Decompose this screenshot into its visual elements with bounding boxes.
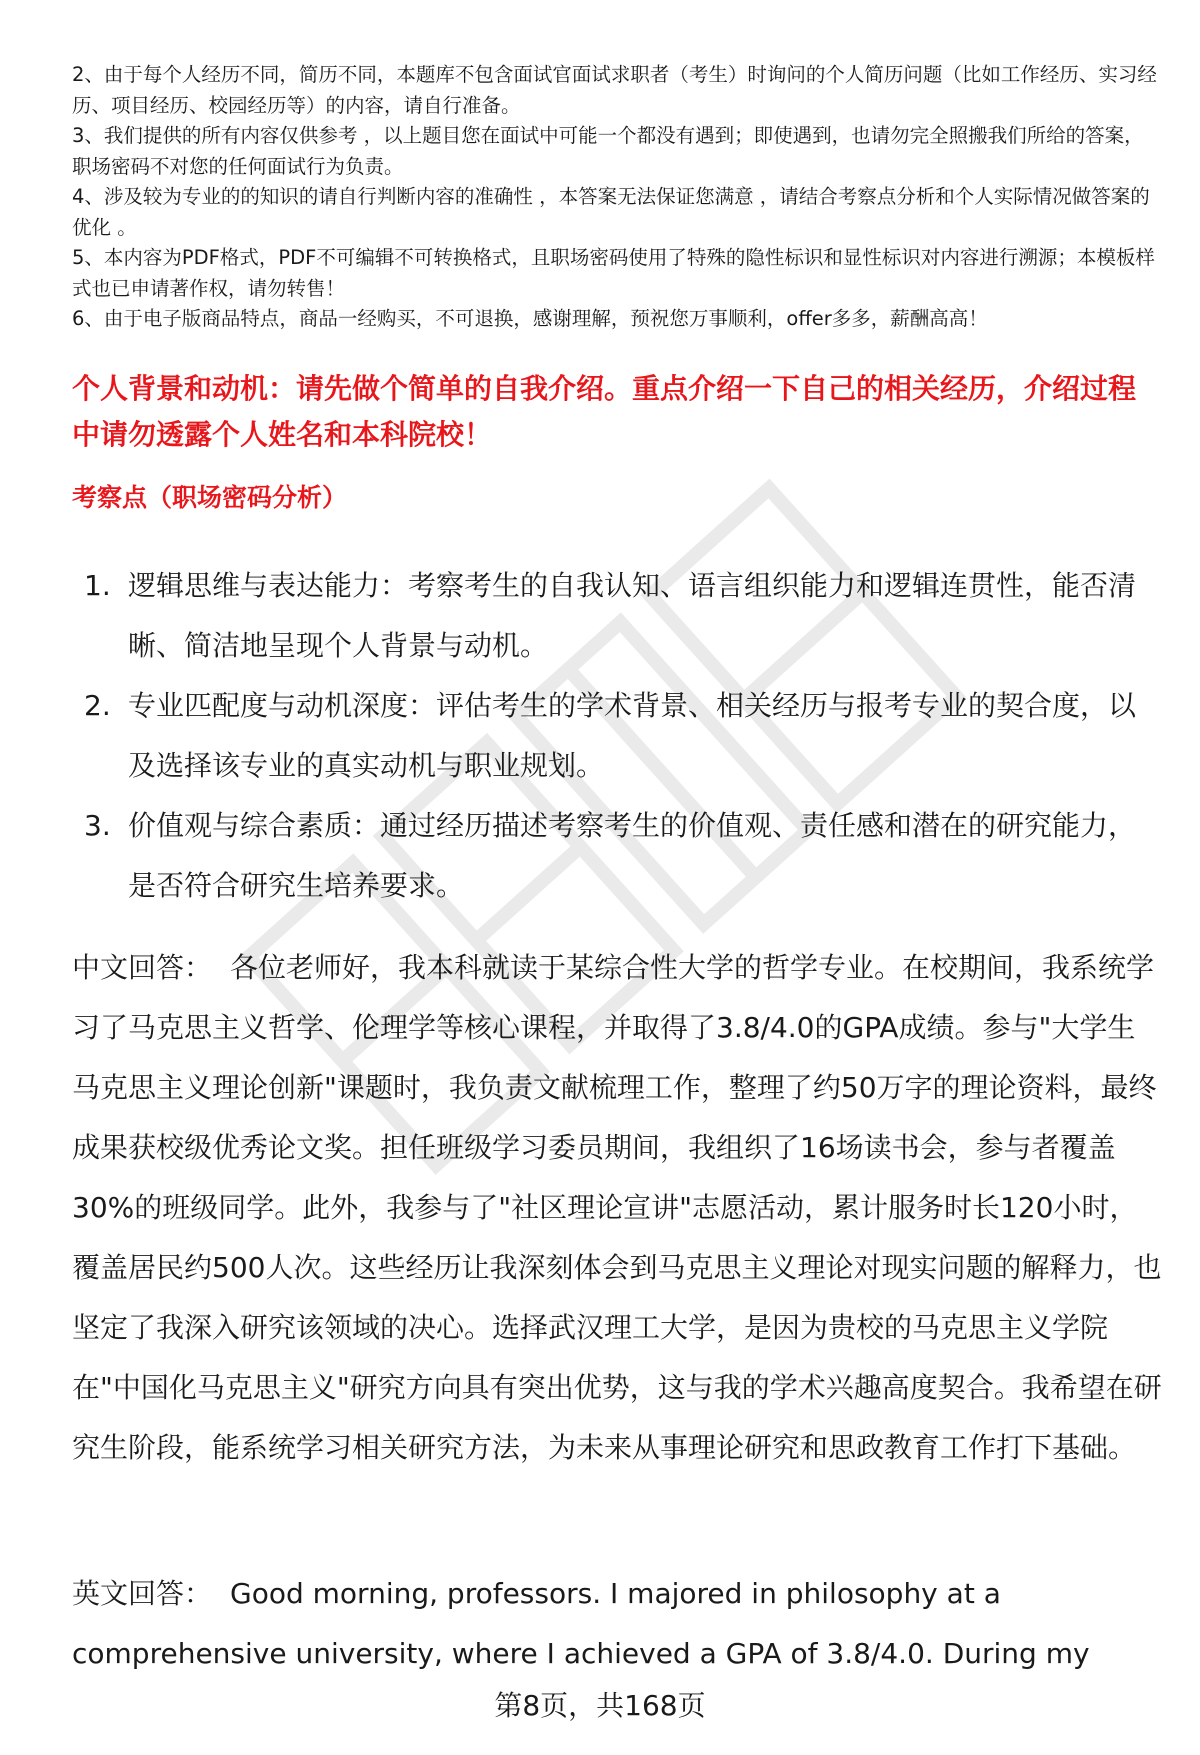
point-text: 逻辑思维与表达能力：考察考生的自我认知、语言组织能力和逻辑连贯性，能否清晰、简洁地呈现个人背景与动机。 — [128, 569, 1137, 662]
english-answer-text: Good morning, professors. I majored in philosophy at a comprehensive university, where I achieved a GPA of 3.8/4.0. During my — [72, 1577, 1090, 1670]
chinese-answer-label: 中文回答： — [72, 951, 213, 984]
point-text: 专业匹配度与动机深度：评估考生的学术背景、相关经历与报考专业的契合度，以及选择该专业的真实动机与职业规划。 — [128, 689, 1137, 782]
analysis-point — [72, 796, 1152, 916]
analysis-point — [72, 676, 1152, 796]
chinese-answer-text: 各位老师好，我本科就读于某综合性大学的哲学专业。在校期间，我系统学习了马克思主义哲学、伦理学等核心课程，并取得了3.8/4.0的GPA成绩。参与"大学生马克思主义理论创新"课题时，我负责文献梳理工作，整理了约50万字的理论资料，最终成果获校级优秀论文奖。担任班级学习委员期间，我组织了16场读书会，参与者覆盖30%的班级同学。此外，我参与了"社区理论宣讲"志愿活动，累计服务时长120小时，覆盖居民约500人次。这些经历让我深刻体会到马克思主义理论对现实问题的解释力，也坚定了我深入研究该领域的决心。选择武汉理工大学，是因为贵校的马克思主义学院在"中国化马克思主义"研究方向具有突出优势，这与我的学术兴趣高度契合。我希望在研究生阶段，能系统学习相关研究方法，为未来从事理论研究和思政教育工作打下基础。 — [72, 951, 1162, 1464]
disclaimer-note: 5、本内容为PDF格式，PDF不可编辑不可转换格式，且职场密码使用了特殊的隐性标识和显性标识对内容进行溯源；本模板样式也已申请著作权，请勿转售！ — [72, 246, 1155, 300]
interview-question: 个人背景和动机：请先做个简单的自我介绍。重点介绍一下自己的相关经历，介绍过程中请勿透露个人姓名和本科院校！ — [72, 372, 1137, 451]
analysis-heading: 考察点（职场密码分析） — [72, 483, 348, 512]
disclaimer-note: 4、涉及较为专业的的知识的请自行判断内容的准确性 ，本答案无法保证您满意 ，请结合考察点分析和个人实际情况做答案的优化 。 — [72, 185, 1150, 239]
point-number: 1. — [84, 569, 111, 602]
point-text: 价值观与综合素质：通过经历描述考察考生的价值观、责任感和潜在的研究能力，是否符合研究生培养要求。 — [128, 809, 1137, 902]
chinese-answer — [72, 938, 1162, 1478]
analysis-point — [72, 556, 1152, 676]
disclaimer-note: 6、由于电子版商品特点，商品一经购买，不可退换，感谢理解，预祝您万事顺利，offer多多，薪酬高高！ — [72, 307, 988, 330]
point-number: 3. — [84, 809, 111, 842]
english-answer — [72, 1564, 1162, 1684]
english-answer-label: 英文回答： — [72, 1577, 213, 1610]
page-number-footer: 第8页，共168页 — [494, 1689, 706, 1722]
point-number: 2. — [84, 689, 111, 722]
disclaimer-note: 2、由于每个人经历不同，简历不同，本题库不包含面试官面试求职者（考生）时询问的个人简历问题（比如工作经历、实习经历、项目经历、校园经历等）的内容，请自行准备。 — [72, 63, 1157, 117]
disclaimer-notes — [72, 60, 1162, 335]
disclaimer-note: 3、我们提供的所有内容仅供参考 ，以上题目您在面试中可能一个都没有遇到；即使遇到，也请勿完全照搬我们所给的答案，职场密码不对您的任何面试行为负责。 — [72, 124, 1144, 178]
analysis-points — [72, 556, 1152, 916]
